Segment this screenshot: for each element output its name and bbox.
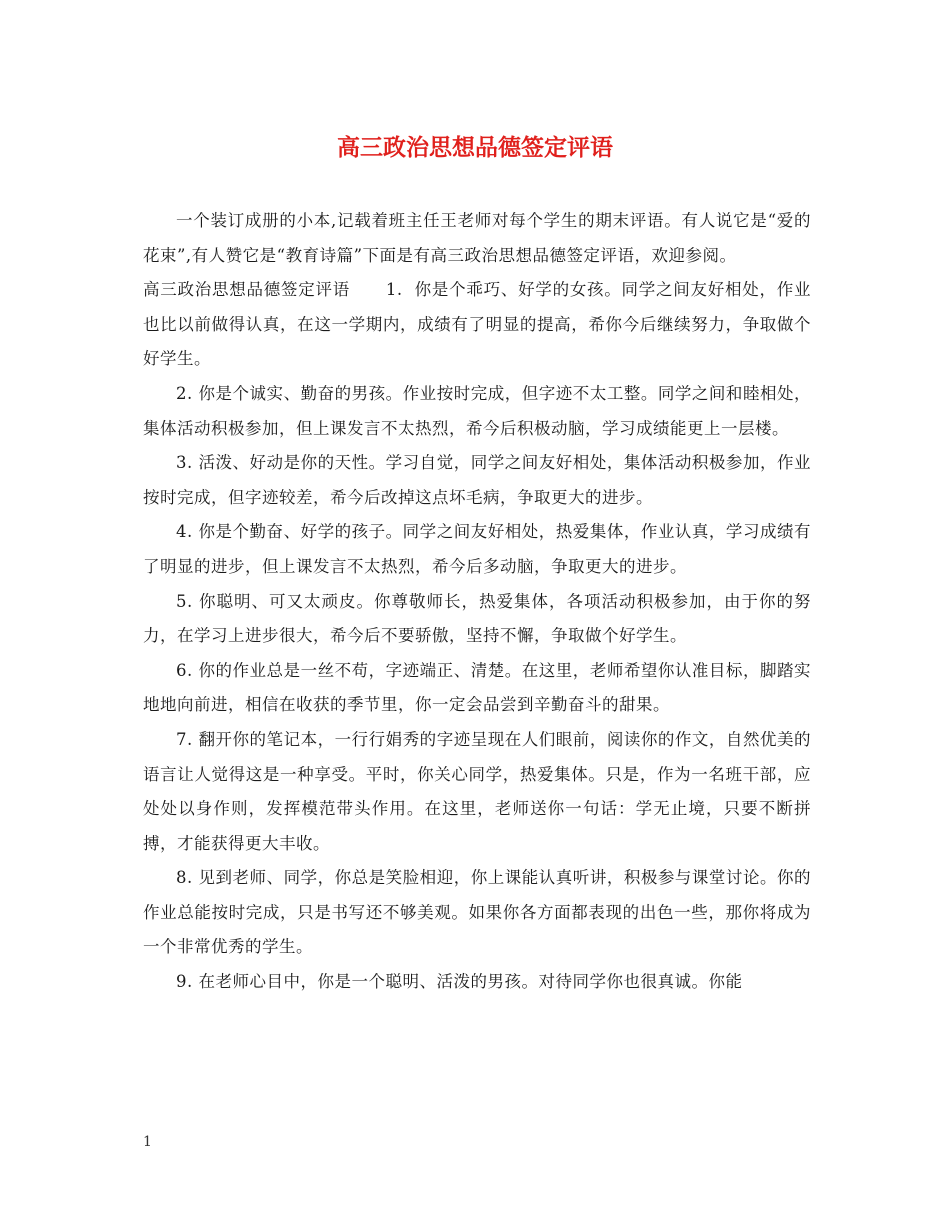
document-title: 高三政治思想品德签定评语 [337,134,613,161]
section-lead-paragraph [143,273,811,377]
comment-item: 5. 你聪明、可又太顽皮。你尊敬师长，热爱集体，各项活动积极参加，由于你的努力，在学习上进步很大，希今后不要骄傲，坚持不懈，争取做个好学生。 [143,591,811,646]
comment-item: 7. 翻开你的笔记本，一行行娟秀的字迹呈现在人们眼前，阅读你的作文，自然优美的语言让人觉得这是一种享受。平时，你关心同学，热爱集体。只是，作为一名班干部，应处处以身作则，发挥模范带头作用。在这里，老师送你一句话：学无止境，只要不断拼搏，才能获得更大丰收。 [143,729,811,853]
page-number: 1 [143,1134,152,1150]
comment-item: 3. 活泼、好动是你的天性。学习自觉，同学之间友好相处，集体活动积极参加，作业按时完成，但字迹较差，希今后改掉这点坏毛病，争取更大的进步。 [143,453,811,507]
comment-item: 9. 在老师心目中，你是一个聪明、活泼的男孩。对待同学你也很真诚。你能 [176,972,743,992]
intro-paragraph: 一个装订成册的小本,记载着班主任王老师对每个学生的期末评语。有人说它是“爱的花束”,有人赞它是“教育诗篇”下面是有高三政治思想品德签定评语，欢迎参阅。 [143,211,811,265]
comment-item: 1. 你是个乖巧、好学的女孩。同学之间友好相处，作业也比以前做得认真，在这一学期内，成绩有了明显的提高，希你今后继续努力，争取做个好学生。 [143,280,811,369]
comment-item: 2. 你是个诚实、勤奋的男孩。作业按时完成，但字迹不太工整。同学之间和睦相处，集体活动积极参加，但上课发言不太热烈，希今后积极动脑，学习成绩能更上一层楼。 [143,383,811,438]
document-body [143,204,811,1000]
comment-item: 4. 你是个勤奋、好学的孩子。同学之间友好相处，热爱集体，作业认真，学习成绩有了明显的进步，但上课发言不太热烈，希今后多动脑，争取更大的进步。 [143,522,811,576]
comment-item: 6. 你的作业总是一丝不苟，字迹端正、清楚。在这里，老师希望你认准目标，脚踏实地地向前进，相信在收获的季节里，你一定会品尝到辛勤奋斗的甜果。 [143,660,811,715]
comment-item: 8. 见到老师、同学，你总是笑脸相迎，你上课能认真听讲，积极参与课堂讨论。你的作业总能按时完成，只是书写还不够美观。如果你各方面都表现的出色一些，那你将成为一个非常优秀的学生。 [143,868,811,957]
section-heading: 高三政治思想品德签定评语 [143,280,350,300]
